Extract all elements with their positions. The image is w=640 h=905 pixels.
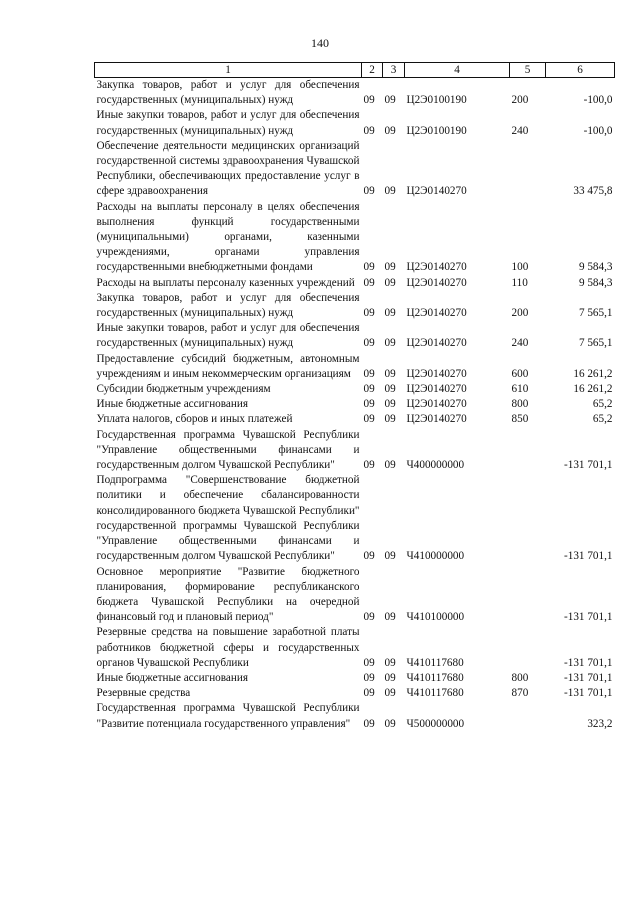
- expense-name-cell: Закупка товаров, работ и услуг для обеспечения государственных (муниципальных) нужд: [96, 291, 360, 320]
- table-row: [95, 139, 615, 200]
- table-row: [95, 565, 615, 626]
- section-code-cell: 09: [363, 687, 375, 700]
- budget-table: [94, 62, 615, 732]
- amount-cell: 9 584,3: [578, 276, 613, 289]
- subsection-code-cell: 09: [384, 611, 396, 624]
- expense-name-cell: Иные бюджетные ассигнования: [96, 671, 248, 684]
- amount-cell: -131 701,1: [564, 687, 613, 700]
- header-col-5: 5: [510, 63, 546, 78]
- expense-name-cell: Резервные средства: [96, 687, 191, 700]
- expense-name-cell: Предоставление субсидий бюджетным, автономным учреждениям и иным некоммерческим организациям: [96, 352, 360, 380]
- expense-type-code-cell: 800: [511, 398, 529, 411]
- expense-type-code-cell: 240: [511, 124, 529, 137]
- target-article-code-cell: Ц2Э0100190: [406, 124, 467, 137]
- subsection-code-cell: 09: [384, 413, 396, 426]
- expense-type-code-cell: 110: [511, 276, 528, 289]
- target-article-code-cell: Ч410000000: [406, 550, 465, 563]
- table-row: [95, 473, 615, 564]
- subsection-code-cell: 09: [384, 276, 396, 289]
- expense-name-cell: Закупка товаров, работ и услуг для обеспечения государственных (муниципальных) нужд: [96, 79, 360, 107]
- target-article-code-cell: Ц2Э0140270: [406, 185, 467, 198]
- subsection-code-cell: 09: [384, 398, 396, 411]
- amount-cell: 33 475,8: [573, 185, 613, 198]
- section-code-cell: 09: [363, 337, 375, 350]
- expense-name-cell: Резервные средства на повышение заработной платы работников бюджетной сферы и государственных органов Чувашской Республики: [96, 626, 360, 669]
- expense-type-code-cell: [510, 428, 546, 474]
- amount-cell: -100,0: [583, 94, 613, 107]
- header-col-2: 2: [362, 63, 383, 78]
- header-col-6: 6: [546, 63, 615, 78]
- expense-type-code-cell: 100: [511, 261, 529, 274]
- table-row: [95, 321, 615, 351]
- subsection-code-cell: 09: [384, 671, 396, 684]
- expense-type-code-cell: [510, 565, 546, 626]
- target-article-code-cell: Ц2Э0140270: [406, 398, 467, 411]
- section-code-cell: 09: [363, 383, 375, 396]
- amount-cell: 65,2: [592, 413, 613, 426]
- subsection-code-cell: 09: [384, 550, 396, 563]
- header-col-3: 3: [383, 63, 405, 78]
- expense-type-code-cell: 850: [511, 413, 529, 426]
- table-row: [95, 108, 615, 138]
- expense-type-code-cell: [510, 473, 546, 564]
- subsection-code-cell: 09: [384, 307, 396, 320]
- expense-type-code-cell: 200: [511, 94, 529, 107]
- section-code-cell: 09: [363, 459, 375, 472]
- subsection-code-cell: 09: [384, 124, 396, 137]
- table-row: [95, 291, 615, 321]
- expense-name-cell: Расходы на выплаты персоналу казенных учреждений: [96, 276, 355, 289]
- subsection-code-cell: 09: [384, 717, 396, 730]
- amount-cell: 16 261,2: [573, 383, 613, 396]
- page-number: 140: [311, 36, 329, 50]
- target-article-code-cell: Ц2Э0140270: [406, 276, 467, 289]
- subsection-code-cell: 09: [384, 687, 396, 700]
- expense-name-cell: Основное мероприятие "Развитие бюджетного планирования, формирование республиканского бюджета Чувашской Республики на очередной финансовый год и плановый период": [96, 565, 360, 624]
- subsection-code-cell: 09: [384, 383, 396, 396]
- target-article-code-cell: Ч500000000: [406, 717, 465, 730]
- target-article-code-cell: Ч410117680: [406, 656, 464, 669]
- expense-type-code-cell: 800: [511, 671, 529, 684]
- expense-name-cell: Подпрограмма "Совершенствование бюджетной политики и обеспечение сбалансированности консолидированного бюджета Чувашской Республики" государственной программы Чувашской Республики "Управление общественными финансами и государственным долгом Чувашской Республики": [96, 474, 360, 563]
- expense-name-cell: Субсидии бюджетным учреждениям: [96, 383, 271, 396]
- section-code-cell: 09: [363, 413, 375, 426]
- table-row: [95, 352, 615, 382]
- subsection-code-cell: 09: [384, 459, 396, 472]
- table-row: [95, 625, 615, 671]
- target-article-code-cell: Ц2Э0140270: [406, 367, 467, 380]
- target-article-code-cell: Ц2Э0140270: [406, 307, 467, 320]
- expense-type-code-cell: [510, 701, 546, 731]
- section-code-cell: 09: [363, 550, 375, 563]
- section-code-cell: 09: [363, 717, 375, 730]
- table-row: [95, 382, 615, 397]
- subsection-code-cell: 09: [384, 367, 396, 380]
- expense-name-cell: Иные бюджетные ассигнования: [96, 398, 248, 411]
- target-article-code-cell: Ч410117680: [406, 687, 464, 700]
- section-code-cell: 09: [363, 307, 375, 320]
- section-code-cell: 09: [363, 611, 375, 624]
- target-article-code-cell: Ч410117680: [406, 671, 464, 684]
- expense-name-cell: Иные закупки товаров, работ и услуг для обеспечения государственных (муниципальных) нужд: [96, 109, 360, 137]
- section-code-cell: 09: [363, 185, 375, 198]
- table-body: [95, 78, 615, 732]
- section-code-cell: 09: [363, 656, 375, 669]
- target-article-code-cell: Ц2Э0140270: [406, 383, 467, 396]
- target-article-code-cell: Ц2Э0140270: [406, 413, 467, 426]
- amount-cell: 323,2: [587, 717, 613, 730]
- table-row: [95, 412, 615, 427]
- expense-name-cell: Иные закупки товаров, работ и услуг для обеспечения государственных (муниципальных) нужд: [96, 322, 360, 350]
- expense-type-code-cell: 870: [511, 687, 529, 700]
- expense-name-cell: Расходы на выплаты персоналу в целях обеспечения выполнения функций государственными (муниципальными) органами, казенными учреждениями, органами управления государственными внебюджетными фондами: [96, 200, 360, 274]
- target-article-code-cell: Ц2Э0140270: [406, 337, 467, 350]
- section-code-cell: 09: [363, 367, 375, 380]
- table-row: [95, 78, 615, 109]
- expense-name-cell: Уплата налогов, сборов и иных платежей: [96, 413, 293, 426]
- amount-cell: -131 701,1: [564, 671, 613, 684]
- section-code-cell: 09: [363, 398, 375, 411]
- subsection-code-cell: 09: [384, 185, 396, 198]
- table-row: [95, 276, 615, 291]
- amount-cell: -131 701,1: [564, 611, 613, 624]
- expense-type-code-cell: [510, 139, 546, 200]
- subsection-code-cell: 09: [384, 337, 396, 350]
- amount-cell: 7 565,1: [578, 337, 613, 350]
- target-article-code-cell: Ч400000000: [406, 459, 465, 472]
- table-row: [95, 686, 615, 701]
- table-row: [95, 701, 615, 731]
- expense-type-code-cell: [510, 625, 546, 671]
- table-row: [95, 428, 615, 474]
- target-article-code-cell: Ч410100000: [406, 611, 465, 624]
- table-row: [95, 200, 615, 276]
- table-row: [95, 397, 615, 412]
- subsection-code-cell: 09: [384, 94, 396, 107]
- table-row: [95, 671, 615, 686]
- amount-cell: -131 701,1: [564, 459, 613, 472]
- expense-type-code-cell: 200: [511, 307, 529, 320]
- section-code-cell: 09: [363, 671, 375, 684]
- header-col-1: 1: [95, 63, 362, 78]
- section-code-cell: 09: [363, 261, 375, 274]
- target-article-code-cell: Ц2Э0140270: [406, 261, 467, 274]
- section-code-cell: 09: [363, 124, 375, 137]
- expense-type-code-cell: 600: [511, 367, 529, 380]
- amount-cell: -100,0: [583, 124, 613, 137]
- expense-type-code-cell: 240: [511, 337, 529, 350]
- target-article-code-cell: Ц2Э0100190: [406, 94, 467, 107]
- section-code-cell: 09: [363, 276, 375, 289]
- header-col-4: 4: [405, 63, 510, 78]
- amount-cell: -131 701,1: [564, 656, 613, 669]
- amount-cell: 16 261,2: [573, 367, 613, 380]
- expense-name-cell: Государственная программа Чувашской Республики "Управление общественными финансами и государственным долгом Чувашской Республики": [96, 428, 360, 472]
- expense-name-cell: Обеспечение деятельности медицинских организаций государственной системы здравоохранения Чувашской Республики, обеспечивающих предоставление услуг в сфере здравоохранения: [96, 139, 360, 198]
- expense-type-code-cell: 610: [511, 383, 529, 396]
- amount-cell: 7 565,1: [578, 307, 613, 320]
- subsection-code-cell: 09: [384, 261, 396, 274]
- amount-cell: 9 584,3: [578, 261, 613, 274]
- table-header-row: [95, 63, 615, 78]
- amount-cell: 65,2: [592, 398, 613, 411]
- subsection-code-cell: 09: [384, 656, 396, 669]
- section-code-cell: 09: [363, 94, 375, 107]
- amount-cell: -131 701,1: [564, 550, 613, 563]
- expense-name-cell: Государственная программа Чувашской Республики "Развитие потенциала государственного управления": [96, 702, 360, 730]
